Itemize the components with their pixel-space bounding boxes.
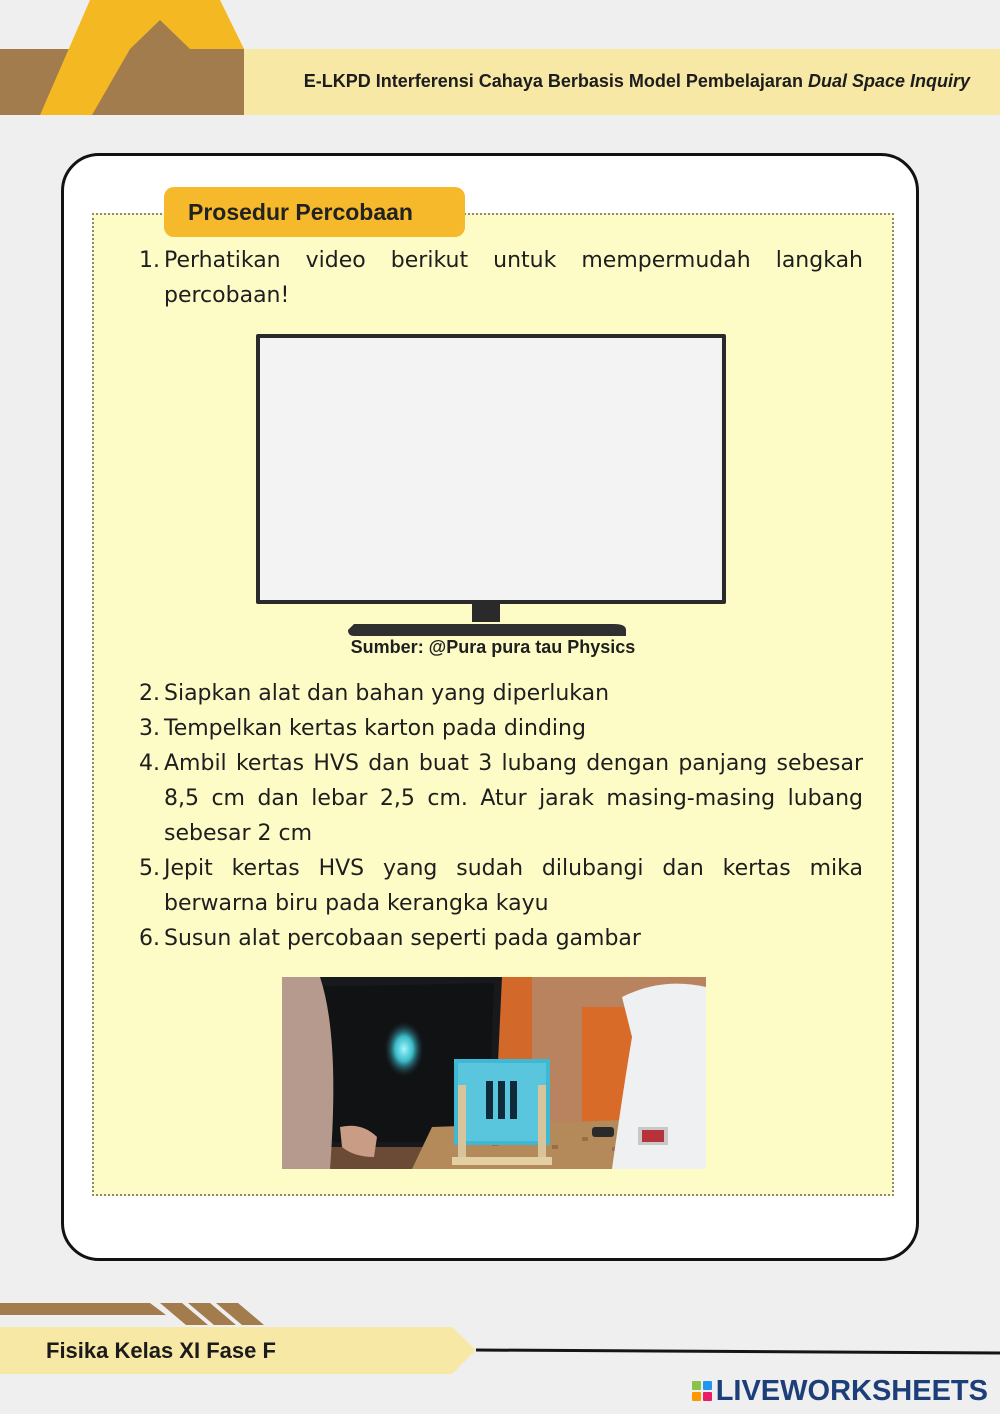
liveworksheets-logo-icon xyxy=(692,1381,712,1401)
step-number: 5. xyxy=(139,856,160,881)
liveworksheets-brand[interactable] xyxy=(692,1374,988,1408)
step-number: 6. xyxy=(139,926,160,951)
step-text: Ambil kertas HVS dan buat 3 lubang dengan panjang sebesar 8,5 cm dan lebar 2,5 cm. Atur jarak masing-masing lubang sebesar 2 cm xyxy=(164,751,863,846)
step-number: 3. xyxy=(139,716,160,741)
step-number: 2. xyxy=(139,681,160,706)
step-text: Perhatikan video berikut untuk mempermudah langkah percobaan! xyxy=(164,248,863,308)
list-item xyxy=(139,243,863,313)
step-text: Tempelkan kertas karton pada dinding xyxy=(164,716,586,741)
document-title: E-LKPD Interferensi Cahaya Berbasis Model Pembelajaran Dual Space Inquiry xyxy=(303,71,970,91)
steps-list-bottom xyxy=(139,676,863,956)
step-number: 1. xyxy=(139,248,160,273)
header-decoration xyxy=(0,0,260,120)
monitor-icon[interactable] xyxy=(254,332,730,638)
experiment-photo xyxy=(282,977,706,1169)
step-text: Susun alat percobaan seperti pada gambar xyxy=(164,926,641,951)
list-item xyxy=(139,921,863,956)
brand-text: LIVEWORKSHEETS xyxy=(715,1374,988,1407)
list-item xyxy=(139,851,863,921)
step-number: 4. xyxy=(139,751,160,776)
steps-list-top xyxy=(139,243,863,313)
step-text: Siapkan alat dan bahan yang diperlukan xyxy=(164,681,610,706)
video-caption: Sumber: @Pura pura tau Physics xyxy=(350,637,636,657)
footer-label: Fisika Kelas XI Fase F xyxy=(46,1338,276,1363)
list-item xyxy=(139,676,863,711)
list-item xyxy=(139,711,863,746)
section-title: Prosedur Percobaan xyxy=(164,187,465,237)
step-text: Jepit kertas HVS yang sudah dilubangi dan kertas mika berwarna biru pada kerangka kayu xyxy=(164,856,863,916)
list-item xyxy=(139,746,863,851)
